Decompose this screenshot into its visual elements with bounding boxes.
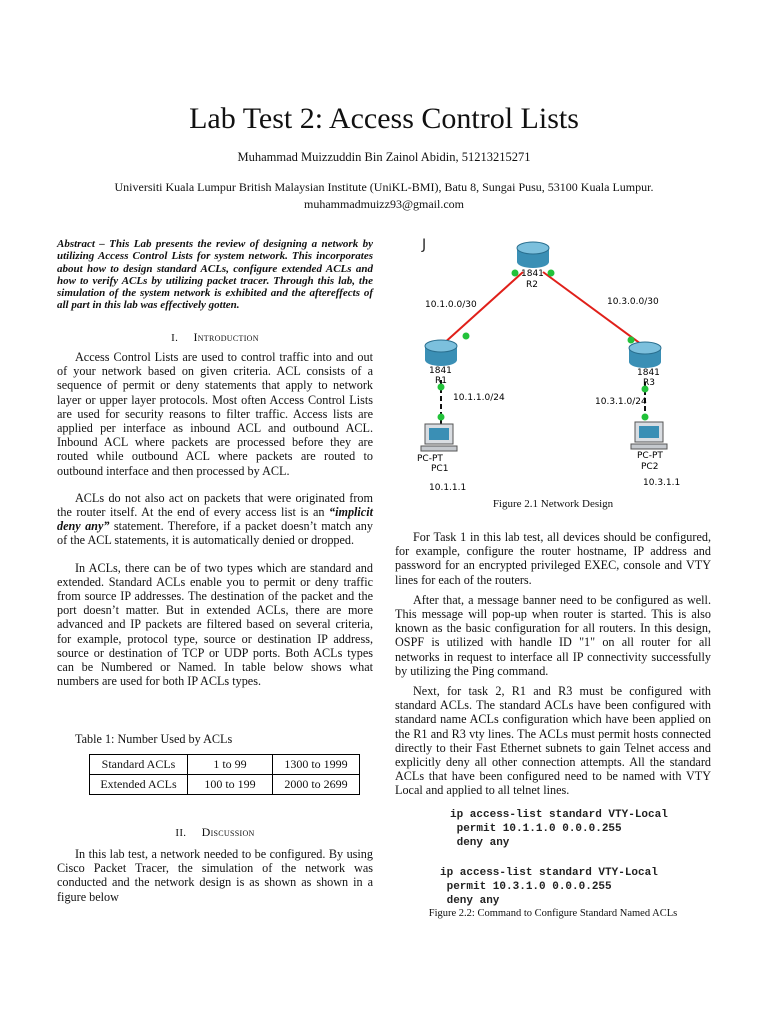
port-dot — [548, 270, 555, 277]
code-line: permit 10.1.1.0 0.0.0.255 — [450, 823, 622, 835]
pc-base — [631, 444, 667, 449]
figure-2-2-caption: Figure 2.2: Command to Configure Standard Named ACLs — [428, 908, 678, 919]
pc-type: PC-PT — [637, 451, 663, 461]
table-1-caption: Table 1: Number Used by ACLs — [75, 732, 233, 746]
intro-p2-end: statement. Therefore, if a packet doesn’t match any of the ACL statements, it is automatically denied or dropped. — [57, 519, 373, 548]
pc-name: PC1 — [431, 464, 449, 474]
pc-screen — [429, 428, 449, 440]
port-dot — [512, 270, 519, 277]
right-body — [395, 530, 711, 798]
pc-base — [421, 446, 457, 451]
intro-paragraph-3: In ACLs, there can be of two types which are standard and extended. Standard ACLs enable you to permit or deny traffic from source IP addresses. The destination of the packet and the port doesn’t matter. But in extended ACLs, there are more advanced and IP packets are filtered based on several criteria, for example, protocol type, source or destination IP address, source or destination of TCP or UDP ports. Both ACLs types can be Numbered or Named. In table below shows what numbers are used for both IP ACLs types. — [57, 560, 373, 689]
abstract: Abstract – This Lab presents the review of designing a network by utilizing Access Control Lists for system network. This incorporates about how to design standard ACLs, configure extended ACLs and how to verify ACLs by utilizing packet tracer. Through this lab, the simulation of the system network is exhibited and the aftereffects of all part in this lab was effectively gotten. — [57, 238, 373, 312]
table-cell: Standard ACLs — [90, 755, 188, 775]
code-line: ip access-list standard VTY-Local — [440, 867, 658, 879]
router-icon-top — [629, 342, 661, 354]
task1-paragraph-2: After that, a message banner need to be configured as well. This message will pop-up when router is started. This is also known as the basic configuration for all routers. In this design, OSPF is utilized with handle ID "1" on all router for all networks in request to interface all IP connectivity successfully by utilizing the Ping command. — [395, 592, 711, 678]
corner-mark: J — [422, 237, 427, 253]
figure-2-1-caption: Figure 2.1 Network Design — [492, 498, 614, 510]
serial-link-r2-r3 — [543, 272, 645, 347]
section-heading-introduction — [57, 330, 373, 345]
router-model: 1841 — [637, 368, 660, 378]
port-dot — [642, 414, 649, 421]
port-dot — [628, 337, 635, 344]
table-cell: 2000 to 2699 — [273, 775, 360, 795]
table-row — [90, 775, 360, 795]
router-name: R2 — [526, 280, 538, 290]
discussion-paragraph-1: In this lab test, a network needed to be configured. By using Cisco Packet Tracer, the simulation of the network was conducted and the network design is as shown as shown in a figure below — [57, 847, 373, 904]
table-1 — [89, 754, 360, 795]
link-label: 10.3.1.0/24 — [595, 397, 647, 407]
router-name: R1 — [435, 376, 447, 386]
code-line: deny any — [440, 895, 500, 907]
port-dot — [438, 414, 445, 421]
section-number: I. — [171, 332, 179, 344]
pc2 — [631, 422, 680, 488]
router-icon-top — [425, 340, 457, 352]
code-line: deny any — [450, 837, 510, 849]
code-line: ip access-list standard VTY-Local — [450, 809, 668, 821]
section-number: II. — [175, 827, 187, 839]
router-r3 — [629, 342, 661, 388]
section-heading-discussion — [57, 825, 373, 840]
table-cell: 1300 to 1999 — [273, 755, 360, 775]
table-cell: Extended ACLs — [90, 775, 188, 795]
intro-p2-start: ACLs do not also act on packets that were originated from the router itself. At the end of every access list is an — [57, 490, 373, 520]
implicit-deny-any: “implicit deny any” — [57, 505, 373, 534]
router-icon-bottom — [517, 256, 549, 268]
link-label: 10.1.0.0/30 — [425, 300, 477, 310]
code-block-r3 — [440, 866, 658, 908]
router-r2 — [517, 242, 549, 290]
table-row — [90, 755, 360, 775]
network-design-figure — [395, 232, 711, 492]
pc1 — [417, 424, 466, 492]
router-icon-top — [517, 242, 549, 254]
pc-name: PC2 — [641, 462, 659, 472]
section-title: Introduction — [193, 330, 259, 344]
table-cell: 100 to 199 — [188, 775, 273, 795]
router-icon-bottom — [425, 354, 457, 366]
pc-ip: 10.3.1.1 — [643, 478, 681, 488]
affiliation-block — [0, 179, 768, 213]
paper-title: Lab Test 2: Access Control Lists — [189, 102, 579, 135]
table-cell: 1 to 99 — [188, 755, 273, 775]
discussion-body — [57, 847, 373, 904]
intro-body — [57, 350, 373, 688]
task1-paragraph: For Task 1 in this lab test, all devices should be configured, for example, configure the router hostname, IP address and password for an encrypted privileged EXEC, console and VTY lines for each of the routers. — [395, 530, 711, 587]
intro-paragraph-1: Access Control Lists are used to control traffic into and out of your network based on given criteria. ACL consists of a sequence of permit or deny statements that apply to network layer or upper layer protocols. Most often Access Control Lists are used for security reasons to filter traffic. Access lists are applied per interface as inbound ACL and outbound ACL. Inbound ACL where packets are processed before they are routed while outbound ACL where packets are routed to outbound interface and then processed by ACL. — [57, 350, 373, 478]
pc-ip: 10.1.1.1 — [429, 483, 467, 492]
router-name: R3 — [643, 378, 655, 388]
port-dot — [463, 333, 470, 340]
affiliation: Universiti Kuala Lumpur British Malaysian Institute (UniKL-BMI), Batu 8, Sungai Pusu, 53100 Kuala Lumpur. — [114, 180, 654, 194]
router-r1 — [425, 340, 457, 386]
task2-paragraph: Next, for task 2, R1 and R3 must be configured with standard ACLs. The standard ACLs have been configured with standard name ACLs configuration which have been applied on the R1 and R3 vty lines. The ACLs must permit hosts connected directly to their Fast Ethernet subnets to gain Telnet access and explicitly deny all other connection attempts. All the standard ACLs that have been configured need to be named with VTY Local and applied to all telnet lines. — [395, 684, 711, 798]
code-line: permit 10.3.1.0 0.0.0.255 — [440, 881, 612, 893]
acl-number-table — [89, 754, 360, 795]
pc-screen — [639, 426, 659, 438]
router-icon-bottom — [629, 356, 661, 368]
pc-type: PC-PT — [417, 454, 443, 464]
section-title: Discussion — [201, 825, 255, 839]
router-model: 1841 — [521, 269, 544, 279]
intro-paragraph-2 — [57, 491, 373, 548]
link-label: 10.1.1.0/24 — [453, 393, 505, 403]
authors: Muhammad Muizzuddin Bin Zainol Abidin, 51213215271 — [237, 150, 531, 164]
router-model: 1841 — [429, 366, 452, 376]
email: muhammadmuizz93@gmail.com — [303, 197, 464, 211]
code-block-r1 — [450, 808, 668, 850]
link-label: 10.3.0.0/30 — [607, 297, 659, 307]
